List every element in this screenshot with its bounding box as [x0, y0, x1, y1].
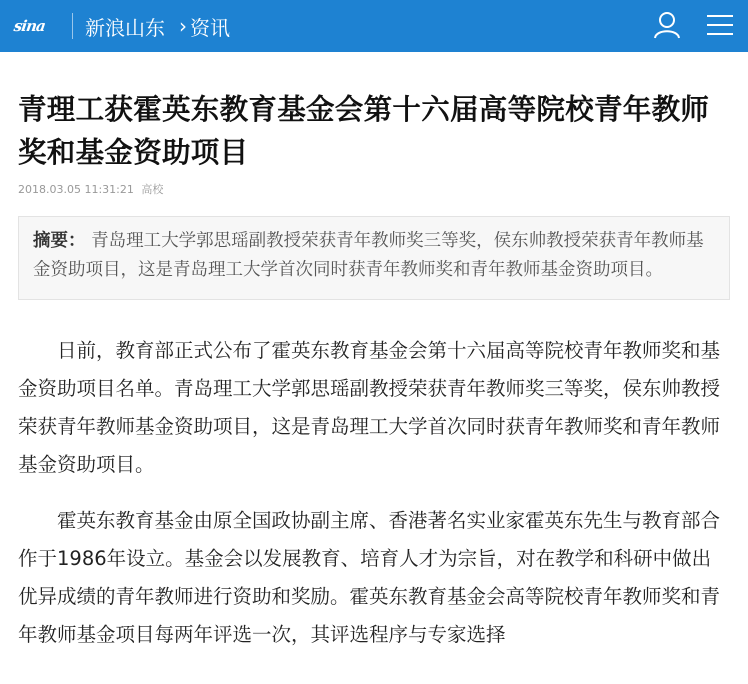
article-tag[interactable]: 高校	[141, 183, 164, 196]
top-navigation-bar	[0, 0, 748, 52]
summary-label: 摘要：	[33, 231, 86, 251]
article-content	[0, 88, 748, 654]
article-title: 青理工获霍英东教育基金会第十六届高等院校青年教师奖和基金资助项目	[18, 93, 710, 169]
breadcrumb-section[interactable]: 资讯	[190, 15, 230, 40]
article-paragraph: 日前，教育部正式公布了霍英东教育基金会第十六届高等院校青年教师奖和基金资助项目名单。青岛理工大学郭思瑶副教授荣获青年教师奖三等奖，侯东帅教授荣获青年教师基金资助项目，这是青岛理工大学首次同时获青年教师奖和青年教师基金资助项目。	[18, 339, 721, 476]
sina-logo[interactable]: sina	[12, 17, 47, 35]
article-date: 2018.03.05 11:31:21	[18, 183, 134, 196]
summary-text: 青岛理工大学郭思瑶副教授荣获青年教师奖三等奖，侯东帅教授荣获青年教师基金资助项目，这是青岛理工大学首次同时获青年教师奖和青年教师基金资助项目。	[33, 231, 704, 280]
hamburger-menu-icon[interactable]	[706, 11, 734, 39]
article-meta	[18, 182, 730, 198]
user-icon[interactable]	[652, 10, 682, 40]
chevron-right-icon: ›	[179, 14, 187, 38]
header-divider	[72, 13, 73, 39]
channel-link[interactable]: 新浪山东	[85, 15, 165, 40]
article-paragraph: 霍英东教育基金由原全国政协副主席、香港著名实业家霍英东先生与教育部合作于1986年设立。基金会以发展教育、培育人才为宗旨，对在教学和科研中做出优异成绩的青年教师进行资助和奖励。霍英东教育基金会高等院校青年教师奖和青年教师基金项目每两年评选一次，其评选程序与专家选择	[18, 509, 721, 646]
article-summary	[18, 216, 730, 300]
